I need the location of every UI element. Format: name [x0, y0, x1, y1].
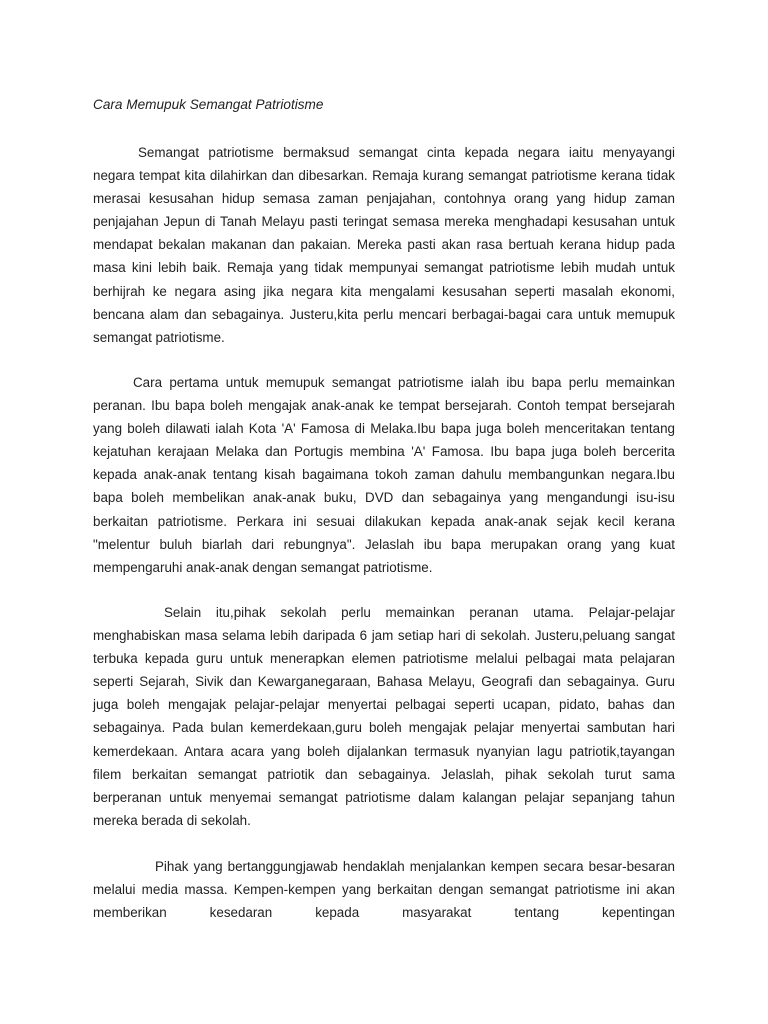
paragraph-1: Semangat patriotisme bermaksud semangat cinta kepada negara iaitu menyayangi negara tempat kita dilahirkan dan dibesarkan. Remaja kurang semangat patriotisme kerana tidak merasai kesusahan hidup semasa zaman penjajahan, contohnya orang yang hidup zaman penjajahan Jepun di Tanah Melayu pasti teringat semasa mereka menghadapi kesusahan untuk mendapat bekalan makanan dan pakaian. Mereka pasti akan rasa bertuah kerana hidup pada masa kini lebih baik. Remaja yang tidak mempunyai semangat patriotisme lebih mudah untuk berhijrah ke negara asing jika negara kita mengalami kesusahan seperti masalah ekonomi, bencana alam dan sebagainya. Justeru,kita perlu mencari berbagai-bagai cara untuk memupuk semangat patriotisme. — [93, 145, 675, 345]
paragraph-3: Selain itu,pihak sekolah perlu memainkan peranan utama. Pelajar-pelajar menghabiskan masa selama lebih daripada 6 jam setiap hari di sekolah. Justeru,peluang sangat terbuka kepada guru untuk menerapkan elemen patriotisme melalui pelbagai mata pelajaran seperti Sejarah, Sivik dan Kewarganegaraan, Bahasa Melayu, Geografi dan sebagainya. Guru juga boleh mengajak pelajar-pelajar menyertai pelbagai seperti ucapan, pidato, bahas dan sebagainya. Pada bulan kemerdekaan,guru boleh mengajak pelajar menyertai sambutan hari kemerdekaan. Antara acara yang boleh dijalankan termasuk nyanyian lagu patriotik,tayangan filem berkaitan semangat patriotik dan sebagainya. Jelaslah, pihak sekolah turut sama berperanan untuk menyemai semangat patriotisme dalam kalangan pelajar sepanjang tahun mereka berada di sekolah. — [93, 605, 675, 828]
paragraph-4: Pihak yang bertanggungjawab hendaklah menjalankan kempen secara besar-besaran melalui media massa. Kempen-kempen yang berkaitan dengan semangat patriotisme ini akan memberikan kesedaran kepada masyarakat tentang kepentingan — [93, 859, 675, 921]
paragraph-2: Cara pertama untuk memupuk semangat patriotisme ialah ibu bapa perlu memainkan peranan. Ibu bapa boleh mengajak anak-anak ke tempat bersejarah. Contoh tempat bersejarah yang boleh dilawati ialah Kota 'A' Famosa di Melaka.Ibu bapa juga boleh menceritakan tentang kejatuhan kerajaan Melaka dan Portugis membina 'A' Famosa. Ibu bapa juga boleh bercerita kepada anak-anak tentang kisah bagaimana tokoh zaman dahulu membangunkan negara.Ibu bapa boleh membelikan anak-anak buku, DVD dan sebagainya yang mengandungi isu-isu berkaitan patriotisme. Perkara ini sesuai dilakukan kepada anak-anak sejak kecil kerana "melentur buluh biarlah dari rebungnya". Jelaslah ibu bapa merupakan orang yang kuat mempengaruhi anak-anak dengan semangat patriotisme. — [93, 375, 675, 575]
document-title: Cara Memupuk Semangat Patriotisme — [93, 97, 324, 112]
